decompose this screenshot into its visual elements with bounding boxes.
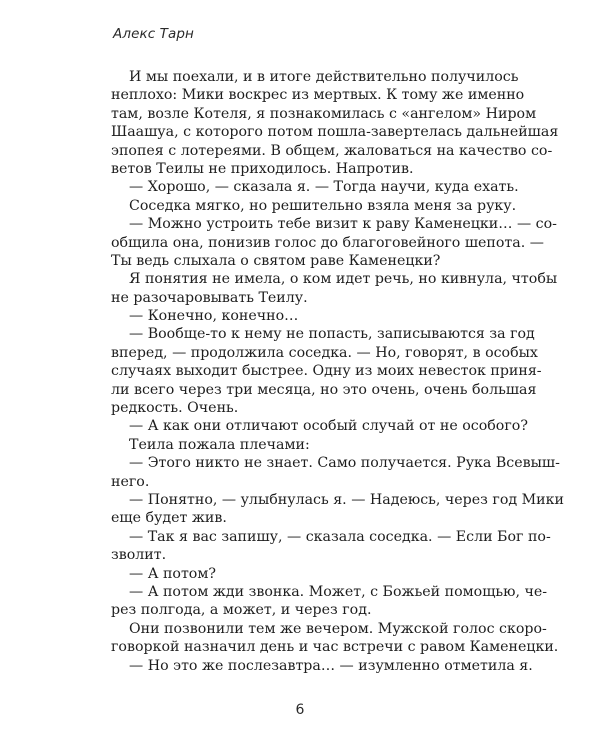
text-line: общила она, понизив голос до благоговейного шепота. — (111, 234, 544, 251)
text-line: Ты ведь слыхала о святом раве Каменецки? (111, 252, 441, 269)
text-line: редкость. Очень. (111, 400, 239, 417)
text-line: не разочаровывать Теилу. (111, 289, 308, 306)
text-line: И мы поехали, и в итоге действительно получилось (129, 69, 519, 85)
text-line: — Но это же послезавтра… — изумленно отметила я. (129, 657, 533, 674)
page-number: 6 (295, 702, 305, 718)
text-line: рез полгода, а может, и через год. (111, 602, 372, 619)
text-line: Я понятия не имела, о ком идет речь, но кивнула, чтобы (129, 271, 558, 288)
text-line: эпопея с лотереями. В общем, жаловаться на качество со- (111, 142, 553, 159)
text-line: там, возле Котеля, я познакомилась с «ангелом» Ниром (111, 105, 537, 122)
text-line: Они позвонили тем же вечером. Мужской голос скоро- (129, 620, 547, 637)
text-line: ветов Теилы не приходилось. Напротив. (111, 160, 414, 177)
text-line: вперед, — продолжила соседка. — Но, говорят, в особых (111, 344, 538, 361)
text-line: еще будет жив. (111, 510, 227, 527)
text-line: — А как они отличают особый случай от не особого? (129, 418, 528, 435)
text-line: — Понятно, — улыбнулась я. — Надеюсь, через год Мики (129, 491, 564, 508)
text-line: — Этого никто не знает. Само получается. Рука Всевыш- (129, 455, 560, 472)
text-line: — Хорошо, — сказала я. — Тогда научи, куда ехать. (129, 179, 519, 196)
running-head-author: Алекс Тарн (113, 26, 194, 42)
text-line: зволит. (111, 547, 167, 564)
text-line: Соседка мягко, но решительно взяла меня за руку. (129, 197, 517, 214)
text-line: случаях выходит быстрее. Одну из моих невесток приня- (111, 363, 542, 380)
text-line: — Так я вас запишу, — сказала соседка. — Если Бог по- (129, 528, 551, 545)
text-line: — Вообще-то к нему не попасть, записываются за год (129, 326, 535, 343)
text-line: ли всего через три месяца, но это очень, очень большая (111, 381, 537, 398)
text-line: него. (111, 473, 150, 490)
text-line: Шаашуа, с которого потом пошла-завертелась дальнейшая (111, 124, 559, 141)
text-line: — А потом? (129, 565, 216, 582)
text-line: Теила пожала плечами: (129, 436, 310, 453)
text-line: — Можно устроить тебе визит к раву Каменецки… — со- (129, 216, 557, 233)
text-line: — Конечно, конечно… (129, 308, 299, 325)
text-line: неплохо: Мики воскрес из мертвых. К тому же именно (111, 87, 525, 104)
text-line: говоркой назначил день и час встречи с равом Каменецки. (111, 639, 559, 656)
text-line: — А потом жди звонка. Может, с Божьей помощью, че- (129, 583, 548, 600)
body-text (111, 68, 564, 675)
